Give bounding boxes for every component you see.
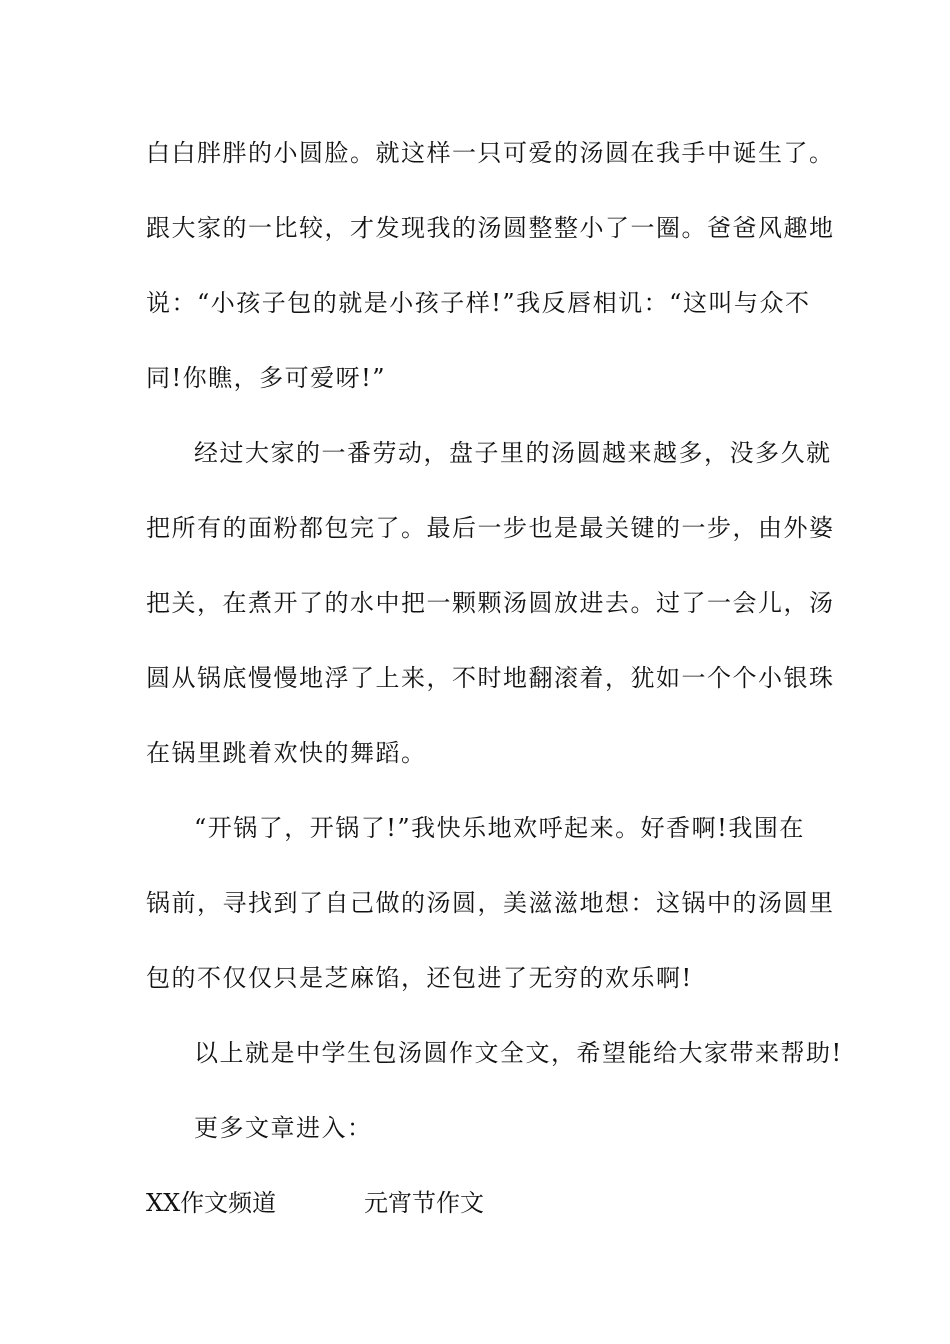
text-line: 圆从锅底慢慢地浮了上来，不时地翻滚着，犹如一个个小银珠 <box>146 664 835 692</box>
text-line: 白白胖胖的小圆脸。就这样一只可爱的汤圆在我手中诞生了。 <box>146 139 835 167</box>
text-line: 说：“小孩子包的就是小孩子样!”我反唇相讥：“这叫与众不 <box>146 289 811 317</box>
text-line: 把关，在煮开了的水中把一颗颗汤圆放进去。过了一会儿，汤 <box>146 589 835 617</box>
document-body <box>146 128 843 1228</box>
text-line: 把所有的面粉都包完了。最后一步也是最关键的一步，由外婆 <box>146 514 835 542</box>
text-line: 包的不仅仅只是芝麻馅，还包进了无穷的欢乐啊! <box>146 964 693 992</box>
text-line: 同!你瞧，多可爱呀!” <box>146 364 387 392</box>
more-articles-label: 更多文章进入： <box>194 1114 373 1142</box>
text-line: 跟大家的一比较，才发现我的汤圆整整小了一圈。爸爸风趣地 <box>146 214 835 242</box>
paragraph-start-line: “开锅了，开锅了!”我快乐地欢呼起来。好香啊!我围在 <box>194 814 805 842</box>
closing-line: 以上就是中学生包汤圆作文全文，希望能给大家带来帮助! <box>194 1039 843 1067</box>
paragraph-start-line: 经过大家的一番劳动，盘子里的汤圆越来越多，没多久就 <box>194 439 832 467</box>
link-xx-essay-channel[interactable]: XX作文频道 <box>146 1189 277 1217</box>
related-links <box>146 1178 804 1228</box>
text-line: 锅前，寻找到了自己做的汤圆，美滋滋地想：这锅中的汤圆里 <box>146 889 835 917</box>
link-lantern-festival-essay[interactable]: 元宵节作文 <box>364 1189 484 1217</box>
text-line: 在锅里跳着欢快的舞蹈。 <box>146 739 427 767</box>
